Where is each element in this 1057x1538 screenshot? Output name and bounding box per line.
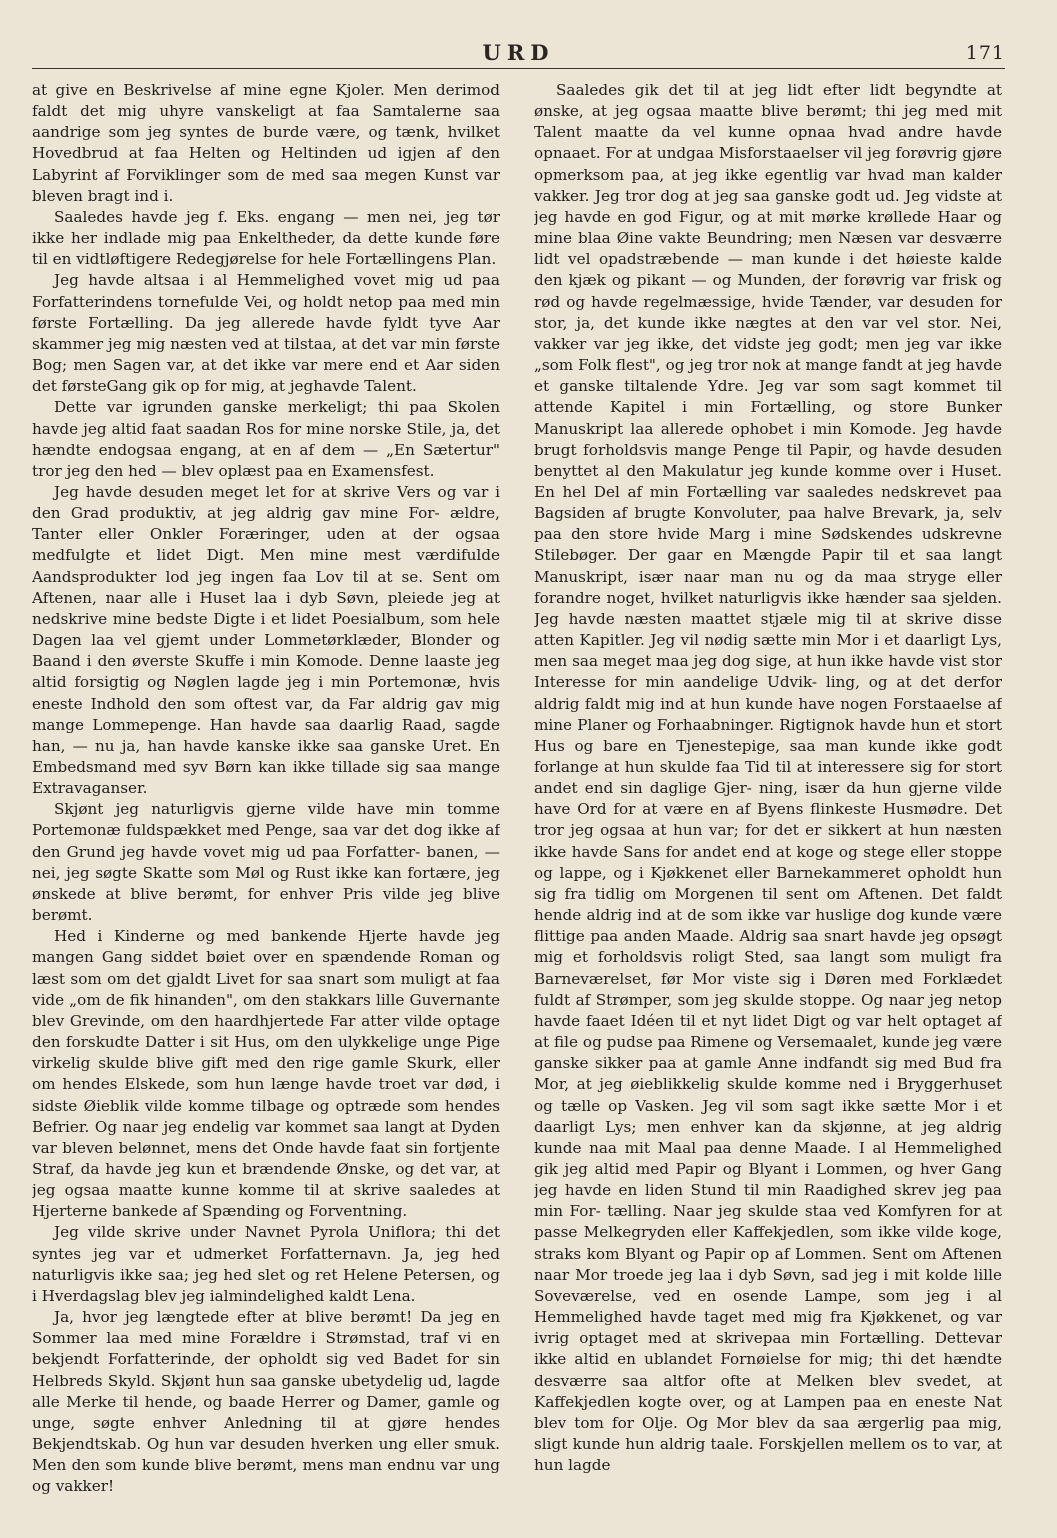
running-head (32, 32, 1005, 69)
paragraph: Hed i Kinderne og med bankende Hjerte havde jeg mangen Gang siddet bøiet over en spændende Roman og læst som om det gjaldt Livet for saa snart som muligt at faa vide „om de fik hinanden", om den stakkars lille Guvernante blev Grevinde, om den haardhjertede Far atter vilde optage den forskudte Datter i sit Hus, om den ulykkelige unge Pige virkelig skulde blive gift med den rige gamle Skurk, eller om hendes Elskede, som hun længe havde troet var død, i sidste Øieblik vilde komme tilbage og optræde som hendes Befrier. Og naar jeg endelig var kommet saa langt at Dyden var bleven belønnet, mens det Onde havde faat sin fortjente Straf, da havde jeg kun et brændende Ønske, og det var, at jeg ogsaa maatte kunne komme til at skrive saaledes at Hjerterne bankede af Spænding og Forventning. (32, 927, 500, 1221)
journal-title: URD (482, 40, 555, 65)
paragraph: Saaledes gik det til at jeg lidt efter lidt begyndte at ønske, at jeg ogsaa maatte blive berømt; thi jeg med mit Talent maatte da vel kunne opnaa hvad andre havde opnaaet. For at undgaa Misforstaaelser vil jeg forøvrig gjøre opmerksom paa, at jeg ikke egentlig var hvad man kalder vakker. Jeg tror dog at jeg saa ganske godt ud. Jeg vidste at jeg havde en god Figur, og at mit mørke krøllede Haar og mine blaa Øine vakte Beundring; men Næsen var desværre lidt vel opadstræbende — man kunde i det høieste kalde den kjæk og pikant — og Munden, der forøvrig var frisk og rød og havde regelmæssige, hvide Tænder, var desuden for stor, ja, det kunde ikke nægtes at den var vel stor. Nei, vakker var jeg ikke, det vidste jeg godt; men jeg var ikke „som Folk flest", og jeg tror nok at mange fandt at jeg havde et ganske tiltalende Ydre. Jeg var som sagt kommet til attende Kapitel i min Fortælling, og store Bunker Manuskript laa allerede ophobet i min Komode. Jeg havde brugt forholdsvis mange Penge til Papir, og havde desuden benyttet al den Makulatur jeg kunde komme over i Huset. En hel Del af min Fortælling var saaledes nedskrevet paa Bagsiden af brugte Konvoluter, paa halve Brevark, ja, selv paa den store hvide Marg i mine Sødskendes udskrevne Stilebøger. Der gaar en Mængde Papir til et saa langt Manuskript, især naar man nu og da maa stryge eller forandre noget, hvilket naturligvis ikke hænder saa sjelden. Jeg havde næsten maattet stjæle mig til at skrive disse atten Kapitler. Jeg vil nødig sætte min Mor i et daarligt Lys, men saa meget maa jeg dog sige, at hun ikke havde vist stor Interesse for min aandelige Udvik- ling, og at det derfor aldrig faldt mig ind at hun kunde have nogen Forstaaelse af mine Planer og Forhaabninger. Rigtignok havde hun et stort Hus og bare en Tjenestepige, saa man kunde ikke godt forlange at hun skulde faa Tid til at interessere sig for stort andet end sin daglige Gjer- ning, især da hun gjerne vilde have Ord for at være en af Byens flinkeste Husmødre. Det tror jeg ogsaa at hun var; for det er sikkert at hun næsten ikke havde Sans for andet end at koge og stege eller stoppe og lappe, og i Kjøkkenet eller Barnekammeret opholdt hun sig fra tidlig om Morgenen til sent om Aftenen. Det faldt hende aldrig ind at de som ikke var huslige dog kunde være flittige paa anden Maade. Aldrig saa snart havde jeg opsøgt mig et forholdsvis roligt Sted, saa langt som muligt fra Barneværelset, før Mor viste sig i Døren med Forklædet fuldt af Strømper, som jeg skulde stoppe. Og naar jeg netop havde faaet Idéen til et nyt lidet Digt og var helt optaget af at file og pudse paa Rimene og Versemaalet, kunde jeg være ganske sikker paa at gamle Anne indfandt sig med Bud fra Mor, at jeg øieblikkelig skulde komme ned i Bryggerhuset og tælle op Vasken. Jeg vil som sagt ikke sætte Mor i et daarligt Lys; men enhver kan da skjønne, at jeg aldrig kunde naa mit Maal paa denne Maade. I al Hemmelighed gik jeg altid med Papir og Blyant i Lommen, og hver Gang jeg havde en liden Stund til min Raadighed skrev jeg paa min For- tælling. Naar jeg skulde staa ved Komfyren for at passe Melkegryden eller Kaffekjedlen, som ikke vilde koge, straks kom Blyant og Papir op af Lommen. Sent om Aftenen naar Mor troede jeg laa i dyb Søvn, sad jeg i mit kolde lille Soveværelse, ved en osende Lampe, som jeg i al Hemmelighed havde taget med mig fra Kjøkkenet, og var ivrig optaget med at skrivepaa min Fortælling. Dettevar ikke altid en ublandet Fornøielse for mig; thi det hændte desværre saa altfor ofte at Melken blev svedet, at Kaffekjedlen kogte over, og at Lampen paa en eneste Nat blev tom for Olje. Og Mor blev da saa ærgerlig paa mig, sligt kunde hun aldrig taale. Forskjellen mellem os to var, at hun lagde (534, 81, 1002, 1475)
left-column (32, 80, 500, 1520)
paragraph: Saaledes havde jeg f. Eks. engang — men nei, jeg tør ikke her indlade mig paa Enkeltheder, da dette kunde føre til en vidtløftigere Redegjørelse for hele Fortællingens Plan. (32, 207, 500, 269)
paragraph: Jeg havde altsaa i al Hemmelighed vovet mig ud paa Forfatterindens tornefulde Vei, og holdt netop paa med min første Fortælling. Da jeg allerede havde fyldt tyve Aar skammer jeg mig næsten ved at tilstaa, at det var min første Bog; men Sagen var, at det ikke var mere end et Aar siden det førsteGang gik op for mig, at jeghavde Talent. (32, 271, 500, 396)
paragraph: Dette var igrunden ganske merkeligt; thi paa Skolen havde jeg altid faat saadan Ros for mine norske Stile, ja, det hændte endogsaa engang, at en af dem — „En Sætertur" tror jeg den hed — blev oplæst paa en Examensfest. (32, 398, 500, 480)
paragraph: Skjønt jeg naturligvis gjerne vilde have min tomme Portemonæ fuldspækket med Penge, saa var det dog ikke af den Grund jeg havde vovet mig ud paa Forfatter- banen, — nei, jeg søgte Skatte som Møl og Rust ikke kan fortære, jeg ønskede at blive berømt, for enhver Pris vilde jeg blive berømt. (32, 800, 500, 925)
page-number: 171 (965, 42, 1005, 64)
paragraph: Ja, hvor jeg længtede efter at blive berømt! Da jeg en Sommer laa med mine Forældre i Strømstad, traf vi en bekjendt Forfatterinde, der opholdt sig ved Badet for sin Helbreds Skyld. Skjønt hun saa ganske ubetydelig ud, lagde alle Merke til hende, og baade Herrer og Damer, gamle og unge, søgte enhver Anledning til at gjøre hendes Bekjendtskab. Og hun var desuden hverken ung eller smuk. Men den som kunde blive berømt, mens man endnu var ung og vakker! (32, 1308, 500, 1496)
paragraph: Jeg vilde skrive under Navnet Pyrola Uniflora; thi det syntes jeg var et udmerket Forfatternavn. Ja, jeg hed naturligvis ikke saa; jeg hed slet og ret Helene Petersen, og i Hverdagslag blev jeg ialmindelighed kaldt Lena. (32, 1223, 500, 1305)
paragraph: at give en Beskrivelse af mine egne Kjoler. Men derimod faldt det mig uhyre vanskeligt at faa Samtalerne saa aandrige som jeg syntes de burde være, og tænk, hvilket Hovedbrud at faa Helten og Heltinden ud igjen af den Labyrint af Forviklinger som de med saa megen Kunst var bleven bragt ind i. (32, 81, 500, 205)
paragraph: Jeg havde desuden meget let for at skrive Vers og var i den Grad produktiv, at jeg aldrig gav mine For- ældre, Tanter eller Onkler Foræringer, uden at der ogsaa medfulgte et lidet Digt. Men mine mest værdifulde Aandsprodukter lod jeg ingen faa Lov til at se. Sent om Aftenen, naar alle i Huset laa i dyb Søvn, pleiede jeg at nedskrive mine bedste Digte i et lidet Poesialbum, som hele Dagen laa vel gjemt under Lommetørklæder, Blonder og Baand i den øverste Skuffe i min Komode. Denne laaste jeg altid forsigtig og Nøglen lagde jeg i min Portemonæ, hvis eneste Indhold den som oftest var, da Far aldrig gav mig mange Lommepenge. Han havde saa daarlig Raad, sagde han, — nu ja, han havde kanske ikke saa ganske Uret. En Embedsmand med syv Børn kan ikke tillade sig saa mange Extravaganser. (32, 482, 500, 798)
right-column (534, 80, 1002, 1520)
